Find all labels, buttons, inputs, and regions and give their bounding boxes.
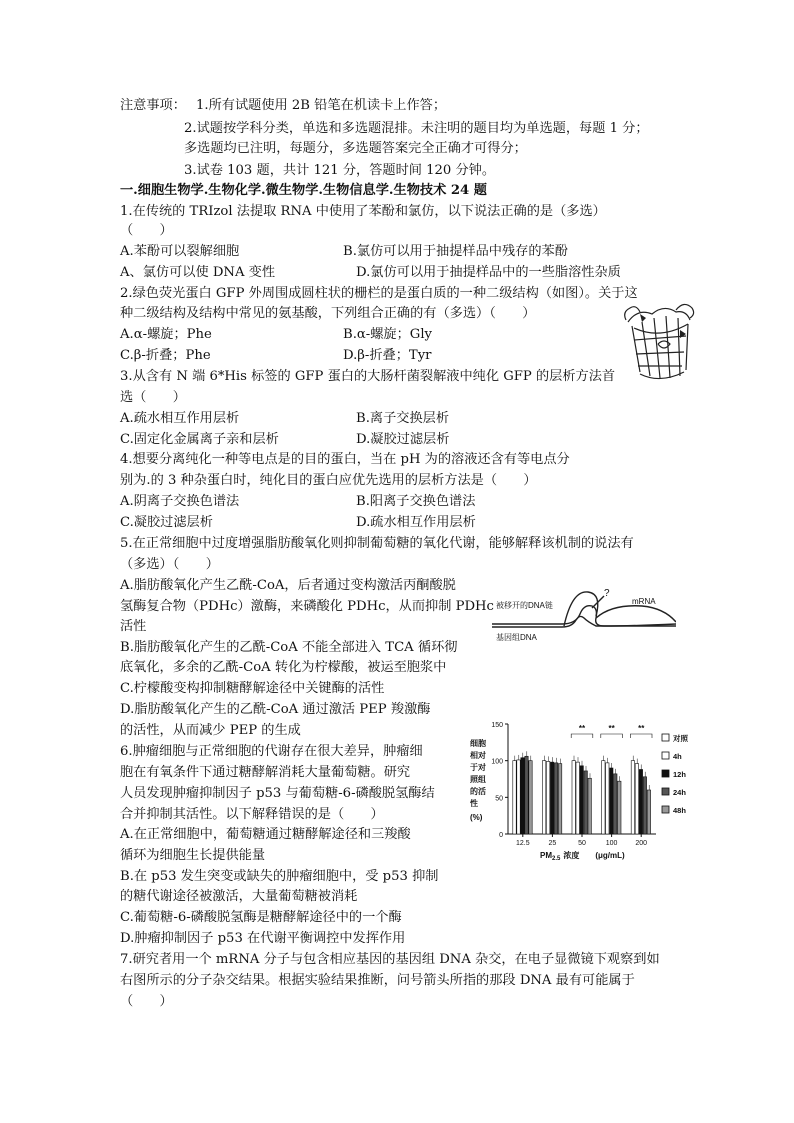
q5-option-a-1: A.脂肪酸氧化产生乙酰-CoA，后者通过变构激活丙酮酸脱 [120,578,456,593]
significance-mark: ** [608,724,615,733]
q6-option-b-1: B.在 p53 发生突变或缺失的肿瘤细胞中，受 p53 抑制 [120,869,439,884]
q2-option-a: A.α-螺旋；Phe [120,327,212,342]
y-tick-label: 0 [499,832,503,839]
bar [606,763,609,834]
q6-option-b-2: 的糖代谢途径被激活，大量葡萄糖被消耗 [120,889,358,904]
significance-bracket [601,734,623,738]
bar [542,761,545,834]
q6-stem-1: 6.肿瘤细胞与正常细胞的代谢存在很大差异，肿瘤细 [120,744,423,759]
q3-option-a: A.疏水相互作用层析 [120,411,240,426]
bar [614,774,617,834]
bar [521,758,524,834]
q6-stem-4: 合并抑制其活性。以下解释错误的是（ ） [120,807,384,822]
x-tick-label: 12.5 [515,840,530,847]
q5-option-d-2: 的活性，从而减少 PEP 的生成 [120,723,301,738]
bar [647,790,650,834]
q1-option-d: D.氯仿可以用于抽提样品中的一些脂溶性杂质 [356,265,621,280]
q3-stem-1: 3.从含有 N 端 6*His 标签的 GFP 蛋白的大肠杆菌裂解液中纯化 GFP 的层析方法首 [120,369,616,384]
q4-option-b: B.阳离子交换色谱法 [356,494,476,509]
q7-stem-2: 右图所示的分子杂交结果。根据实验结果推断，问号箭头所指的那段 DNA 最有可能属于 [120,973,635,988]
legend-label: 24h [673,788,686,797]
legend-label: 4h [673,752,682,761]
legend-label: 12h [673,770,686,779]
y-tick-label: 150 [491,722,503,729]
significance-bracket [571,734,593,738]
y-axis-label [470,738,487,822]
q3-option-b: B.离子交换层析 [356,411,450,426]
q4-option-c: C.凝胶过滤层析 [120,515,213,530]
x-tick-label: 100 [605,840,618,847]
q5-stem-1: 5.在正常细胞中过度增强脂肪酸氧化则抑制葡萄糖的氧化代谢，能够解释该机制的说法有 [120,536,634,551]
legend-swatch [662,770,669,777]
bar [602,761,605,834]
q4-option-d: D.疏水相互作用层析 [356,515,476,530]
q2-stem-1: 2.绿色荧光蛋白 GFP 外周围成圆柱状的栅栏的是蛋白质的一种二级结构（如图）。关于这 [120,286,638,301]
bar [580,766,583,834]
q3-option-d: D.凝胶过滤层析 [356,432,450,447]
bar [635,764,638,834]
legend-swatch [662,806,669,813]
svg-text:性: 性 [470,799,478,808]
q1-stem-2: （ ） [120,223,173,238]
label-mrna: mRNA [632,597,656,606]
q2-option-c: C.β-折叠；Phe [120,348,211,363]
q1-option-a: A.苯酚可以裂解细胞 [120,244,240,259]
q1-stem-1: 1.在传统的 TRIzol 法提取 RNA 中使用了苯酚和氯仿，以下说法正确的是（多选） [120,204,606,219]
q1-option-b: B.氯仿可以用于抽提样品中残存的苯酚 [343,244,568,259]
bar [525,756,528,834]
significance-mark: ** [638,724,645,733]
svg-text:于对: 于对 [470,763,486,772]
notice-item-3: 3.试卷 103 题，共计 121 分，答题时间 120 分钟。 [184,163,496,178]
q4-option-a: A.阴离子交换色谱法 [120,494,240,509]
section-title: 一.细胞生物学.生物化学.微生物学.生物信息学.生物技术 24 题 [120,183,487,198]
q6-option-c: C.葡萄糖-6-磷酸脱氢酶是糖酵解途径中的一个酶 [120,910,402,925]
x-tick-label: 50 [578,840,586,847]
bar [584,771,587,834]
y-tick-label: 100 [491,758,503,766]
bar [631,761,634,834]
legend-label: 对照 [673,734,688,743]
notice-item-2a: 2.试题按学科分类，单选和多选题混排。未注明的题目均为单选题，每题 1 分； [184,121,649,136]
q7-stem-1: 7.研究者用一个 mRNA 分子与包含相应基因的基因组 DNA 杂交，在电子显微镜下观察到如 [120,952,660,967]
notice-item-2b: 多选题均已注明，每题分，多选题答案完全正确才可得分； [184,141,527,156]
q2-stem-2: 种二级结构及结构中常见的氨基酸，下列组合正确的有（多选）（ ） [120,306,536,321]
bar [639,769,642,834]
q2-option-d: D.β-折叠；Tyr [343,348,432,363]
q4-stem-2: 别为.的 3 种杂蛋白时，纯化目的蛋白应优先选用的层析方法是（ ） [120,473,537,488]
bar [643,777,646,834]
bar [588,778,591,834]
cell-viability-chart [458,716,694,862]
bar [517,760,520,834]
legend-swatch [662,734,669,741]
q6-option-d: D.肿瘤抑制因子 p53 在代谢平衡调控中发挥作用 [120,931,406,946]
q6-option-a-2: 循环为细胞生长提供能量 [120,848,266,863]
label-genomic-dna: 基因组DNA [496,633,537,642]
label-question-mark: ? [604,588,610,599]
svg-text:相对: 相对 [470,751,486,760]
notice-item-1: 1.所有试题使用 2B 铅笔在机读卡上作答； [196,98,447,113]
svg-text:照组: 照组 [470,775,486,784]
x-tick-label: 25 [548,840,557,847]
bar [554,763,557,834]
bar [558,764,561,834]
notice-label: 注意事项： [120,98,186,113]
bar [546,761,549,834]
bar [529,761,532,834]
q5-option-b-2: 底氧化，多余的乙酰-CoA 转化为柠檬酸，被运至胞浆中 [120,660,447,675]
legend-swatch [662,788,669,795]
significance-mark: ** [578,724,586,733]
svg-text:细胞: 细胞 [470,739,486,748]
legend-swatch [662,752,669,759]
legend-label: 48h [673,806,686,815]
bar [513,761,516,834]
q3-stem-2: 选（ ） [120,390,186,405]
q5-option-b-1: B.脂肪酸氧化产生的乙酰-CoA 不能全部进入 TCA 循环彻 [120,640,458,655]
q3-option-c: C.固定化金属离子亲和层析 [120,432,279,447]
x-axis-label: $PM_{2.5}$ 浓度 (μg/mL) [540,851,625,862]
significance-bracket [630,734,652,738]
y-tick-label: 50 [495,795,503,803]
svg-text:的活: 的活 [470,787,486,796]
bar [572,761,575,834]
q5-option-d-1: D.脂肪酸氧化产生的乙酰-CoA 通过激活 PEP 羧激酶 [120,702,431,717]
q5-stem-2: （多选）（ ） [120,557,219,572]
bar [576,762,579,834]
q4-stem-1: 4.想要分离纯化一种等电点是的目的蛋白，当在 pH 为的溶液还含有等电点分 [120,452,570,467]
dna-hybrid-figure [492,584,676,644]
bar [618,781,621,834]
q5-option-c: C.柠檬酸变构抑制糖酵解途径中关键酶的活性 [120,681,385,696]
q2-option-b: B.α-螺旋；Gly [343,327,433,342]
q6-option-a-1: A.在正常细胞中，葡萄糖通过糖酵解途径和三羧酸 [120,827,411,842]
q1-option-c: A、氯仿可以使 DNA 变性 [120,265,276,280]
x-tick-label: 200 [635,840,648,847]
gfp-barrel-figure [620,300,700,385]
q6-stem-3: 人员发现肿瘤抑制因子 p53 与葡萄糖-6-磷酸脱氢酶结 [120,786,435,801]
svg-text:(%): (%) [470,813,483,822]
q5-option-a-2: 氢酶复合物（PDHc）激酶，来磷酸化 PDHc，从而抑制 PDHc [120,599,494,614]
q5-option-a-3: 活性 [120,619,147,634]
q6-stem-2: 胞在有氧条件下通过糖酵解消耗大量葡萄糖。研究 [120,765,411,780]
label-displaced-strand: 被移开的DNA链 [496,601,553,610]
q7-stem-3: （ ） [120,994,173,1009]
bar [610,768,613,834]
bar [550,762,553,834]
